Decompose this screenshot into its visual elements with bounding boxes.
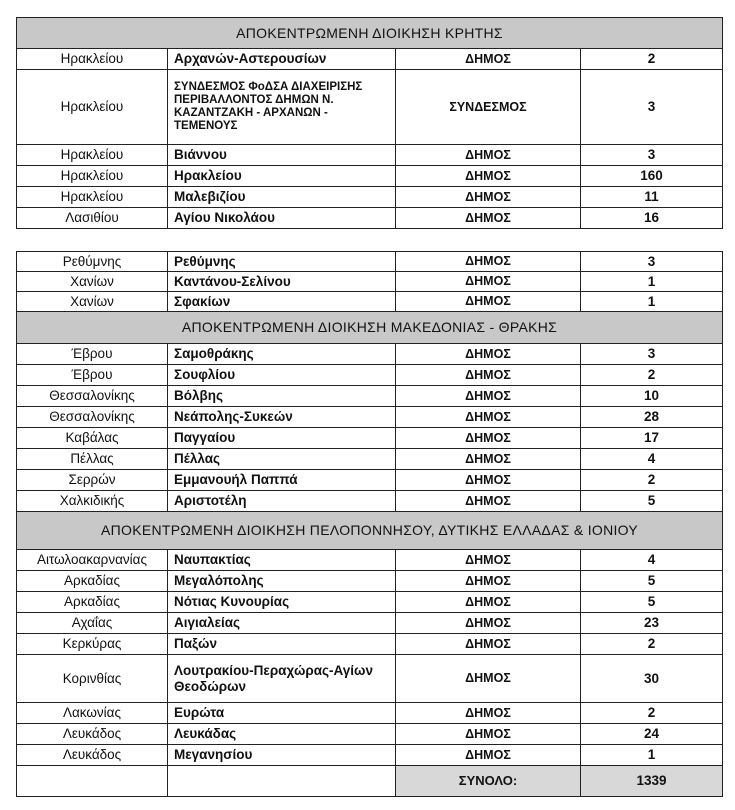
type-cell: ΔΗΜΟΣ: [396, 613, 581, 634]
section-header-macedonia: [17, 312, 723, 344]
region-cell: Λευκάδος: [17, 745, 168, 766]
municipality-cell: Σουφλίου: [168, 365, 396, 386]
table-row: [17, 166, 723, 187]
municipality-cell: Λευκάδας: [168, 724, 396, 745]
region-cell: Λασιθίου: [17, 208, 168, 229]
region-cell: Χανίων: [17, 292, 168, 312]
region-cell: Κερκύρας: [17, 634, 168, 655]
municipality-cell: Καντάνου-Σελίνου: [168, 272, 396, 292]
count-cell: 23: [581, 613, 723, 634]
count-cell: 3: [581, 70, 723, 145]
municipality-cell: Ρεθύμνης: [168, 252, 396, 272]
region-cell: Ηρακλείου: [17, 70, 168, 145]
municipality-cell: Αγίου Νικολάου: [168, 208, 396, 229]
count-cell: 2: [581, 634, 723, 655]
region-cell: Αιτωλοακαρνανίας: [17, 550, 168, 571]
empty-cell: [17, 766, 168, 797]
municipality-cell: Νεάπολης-Συκεών: [168, 407, 396, 428]
total-value: 1339: [581, 766, 723, 797]
type-cell: ΔΗΜΟΣ: [396, 49, 581, 70]
section-header-text: ΑΠΟΚΕΝΤΡΩΜΕΝΗ ΔΙΟΙΚΗΣΗ ΜΑΚΕΔΟΝΙΑΣ - ΘΡΑΚΗΣ: [17, 312, 723, 344]
count-cell: 3: [581, 252, 723, 272]
table-crete: [16, 17, 723, 229]
region-cell: Πέλλας: [17, 449, 168, 470]
count-cell: 30: [581, 655, 723, 703]
municipality-cell: Μαλεβιζίου: [168, 187, 396, 208]
table-row: [17, 592, 723, 613]
municipality-cell: Βιάννου: [168, 145, 396, 166]
section-header-peloponnese: [17, 512, 723, 550]
type-cell: ΔΗΜΟΣ: [396, 449, 581, 470]
table-continued: [16, 251, 723, 797]
region-cell: Αρκαδίας: [17, 571, 168, 592]
type-cell: ΔΗΜΟΣ: [396, 365, 581, 386]
table-row: [17, 724, 723, 745]
table-row: [17, 703, 723, 724]
type-cell: ΔΗΜΟΣ: [396, 252, 581, 272]
type-cell: ΔΗΜΟΣ: [396, 292, 581, 312]
count-cell: 4: [581, 550, 723, 571]
table-row: [17, 613, 723, 634]
region-cell: Αχαΐας: [17, 613, 168, 634]
type-cell: ΔΗΜΟΣ: [396, 208, 581, 229]
count-cell: 24: [581, 724, 723, 745]
count-cell: 10: [581, 386, 723, 407]
count-cell: 11: [581, 187, 723, 208]
count-cell: 160: [581, 166, 723, 187]
municipality-cell: Ηρακλείου: [168, 166, 396, 187]
type-cell: ΔΗΜΟΣ: [396, 166, 581, 187]
table-row: [17, 745, 723, 766]
municipality-cell: Αριστοτέλη: [168, 491, 396, 512]
table-row: [17, 634, 723, 655]
municipality-cell: Ναυπακτίας: [168, 550, 396, 571]
table-row: [17, 49, 723, 70]
count-cell: 1: [581, 745, 723, 766]
type-cell: ΔΗΜΟΣ: [396, 655, 581, 703]
count-cell: 17: [581, 428, 723, 449]
table-row: [17, 655, 723, 703]
count-cell: 16: [581, 208, 723, 229]
total-label: ΣΥΝΟΛΟ:: [396, 766, 581, 797]
municipality-cell: Νότιας Κυνουρίας: [168, 592, 396, 613]
section-header-text: ΑΠΟΚΕΝΤΡΩΜΕΝΗ ΔΙΟΙΚΗΣΗ ΚΡΗΤΗΣ: [17, 18, 723, 49]
region-cell: Λακωνίας: [17, 703, 168, 724]
municipality-cell: Μεγανησίου: [168, 745, 396, 766]
table-row: [17, 208, 723, 229]
type-cell: ΔΗΜΟΣ: [396, 428, 581, 449]
municipality-cell: Παξών: [168, 634, 396, 655]
municipality-cell: ΣΥΝΔΕΣΜΟΣ ΦοΔΣΑ ΔΙΑΧΕΙΡΙΣΗΣ ΠΕΡΙΒΑΛΛΟΝΤΟΣ ΔΗΜΩΝ Ν. ΚΑΖΑΝΤΖΑΚΗ - ΑΡΧΑΝΩΝ - ΤΕΜΕΝΟΥΣ: [168, 70, 396, 145]
region-cell: Αρκαδίας: [17, 592, 168, 613]
count-cell: 5: [581, 491, 723, 512]
table-row: [17, 386, 723, 407]
count-cell: 2: [581, 470, 723, 491]
count-cell: 3: [581, 145, 723, 166]
municipality-cell: Λουτρακίου-Περαχώρας-Αγίων Θεοδώρων: [168, 655, 396, 703]
table-row: [17, 344, 723, 365]
table-row: [17, 428, 723, 449]
region-cell: Καβάλας: [17, 428, 168, 449]
table-row: [17, 365, 723, 386]
table-row: [17, 571, 723, 592]
type-cell: ΔΗΜΟΣ: [396, 571, 581, 592]
region-cell: Ρεθύμνης: [17, 252, 168, 272]
region-cell: Ηρακλείου: [17, 187, 168, 208]
count-cell: 5: [581, 571, 723, 592]
type-cell: ΔΗΜΟΣ: [396, 187, 581, 208]
count-cell: 5: [581, 592, 723, 613]
total-row: [17, 766, 723, 797]
table-row: [17, 449, 723, 470]
count-cell: 4: [581, 449, 723, 470]
count-cell: 1: [581, 292, 723, 312]
type-cell: ΔΗΜΟΣ: [396, 470, 581, 491]
type-cell: ΔΗΜΟΣ: [396, 550, 581, 571]
municipality-cell: Εμμανουήλ Παππά: [168, 470, 396, 491]
count-cell: 2: [581, 49, 723, 70]
region-cell: Ηρακλείου: [17, 145, 168, 166]
type-cell: ΔΗΜΟΣ: [396, 634, 581, 655]
municipality-cell: Πέλλας: [168, 449, 396, 470]
type-cell: ΔΗΜΟΣ: [396, 592, 581, 613]
table-row: [17, 550, 723, 571]
region-cell: Χαλκιδικής: [17, 491, 168, 512]
count-cell: 1: [581, 272, 723, 292]
section-header-crete: [17, 18, 723, 49]
table-row: [17, 70, 723, 145]
section-header-text: ΑΠΟΚΕΝΤΡΩΜΕΝΗ ΔΙΟΙΚΗΣΗ ΠΕΛΟΠΟΝΝΗΣΟΥ, ΔΥΤΙΚΗΣ ΕΛΛΑΔΑΣ & ΙΟΝΙΟΥ: [17, 512, 723, 550]
table-row: [17, 252, 723, 272]
count-cell: 3: [581, 344, 723, 365]
municipality-cell: Βόλβης: [168, 386, 396, 407]
table-row: [17, 470, 723, 491]
municipality-cell: Ευρώτα: [168, 703, 396, 724]
region-cell: Θεσσαλονίκης: [17, 386, 168, 407]
region-cell: Κορινθίας: [17, 655, 168, 703]
type-cell: ΔΗΜΟΣ: [396, 724, 581, 745]
municipality-cell: Αρχανών-Αστερουσίων: [168, 49, 396, 70]
table-row: [17, 292, 723, 312]
type-cell: ΔΗΜΟΣ: [396, 145, 581, 166]
count-cell: 2: [581, 703, 723, 724]
region-cell: Έβρου: [17, 344, 168, 365]
count-cell: 28: [581, 407, 723, 428]
table-row: [17, 407, 723, 428]
type-cell: ΔΗΜΟΣ: [396, 703, 581, 724]
type-cell: ΔΗΜΟΣ: [396, 272, 581, 292]
type-cell: ΔΗΜΟΣ: [396, 344, 581, 365]
municipality-cell: Σαμοθράκης: [168, 344, 396, 365]
region-cell: Έβρου: [17, 365, 168, 386]
municipality-cell: Παγγαίου: [168, 428, 396, 449]
municipality-cell: Σφακίων: [168, 292, 396, 312]
table-row: [17, 272, 723, 292]
table-row: [17, 187, 723, 208]
region-cell: Σερρών: [17, 470, 168, 491]
table-row: [17, 145, 723, 166]
region-cell: Ηρακλείου: [17, 166, 168, 187]
type-cell: ΔΗΜΟΣ: [396, 745, 581, 766]
type-cell: ΔΗΜΟΣ: [396, 491, 581, 512]
table-row: [17, 491, 723, 512]
region-cell: Λευκάδος: [17, 724, 168, 745]
municipality-cell: Μεγαλόπολης: [168, 571, 396, 592]
municipality-cell: Αιγιαλείας: [168, 613, 396, 634]
type-cell: ΔΗΜΟΣ: [396, 407, 581, 428]
type-cell: ΔΗΜΟΣ: [396, 386, 581, 407]
region-cell: Θεσσαλονίκης: [17, 407, 168, 428]
count-cell: 2: [581, 365, 723, 386]
empty-cell: [168, 766, 396, 797]
type-cell: ΣΥΝΔΕΣΜΟΣ: [396, 70, 581, 145]
region-cell: Ηρακλείου: [17, 49, 168, 70]
region-cell: Χανίων: [17, 272, 168, 292]
